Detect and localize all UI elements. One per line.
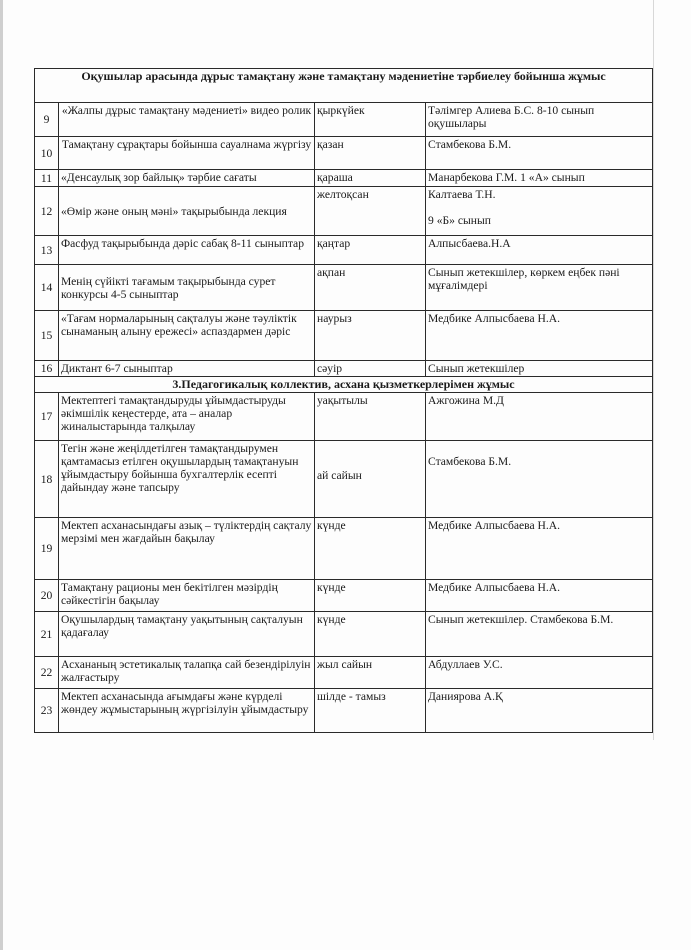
event-cell: Мектеп асханасында ағымдағы және күрделі жөндеу жұмыстарының жүргізілуін ұйымдастыру — [59, 689, 315, 733]
responsible-name: Калтаева Т.Н. — [428, 188, 496, 201]
responsible-cell: Медбике Алпысбаева Н.А. — [426, 311, 653, 361]
section-header-row — [35, 69, 653, 103]
row-number: 15 — [35, 311, 59, 361]
table-row — [35, 265, 653, 311]
row-number: 22 — [35, 657, 59, 689]
date-cell: қазан — [315, 137, 426, 170]
event-cell: «Өмір және оның мәні» тақырыбында лекция — [59, 187, 315, 236]
responsible-cell: Ажгожина М.Д — [426, 393, 653, 441]
section-title-nutrition-culture: Оқушылар арасында дұрыс тамақтану және тамақтану мәдениетіне тәрбиелеу бойынша жұмыс — [35, 69, 653, 103]
event-cell: Тамақтану рационы мен бекітілген мәзірдің сәйкестігін бақылау — [59, 580, 315, 612]
date-cell: қыркүйек — [315, 103, 426, 137]
date-cell: уақытылы — [315, 393, 426, 441]
event-cell: Фасфуд тақырыбында дәріс сабақ 8-11 сыныптар — [59, 236, 315, 265]
event-cell: Асхананың эстетикалық талапқа сай безендірілуін жалғастыру — [59, 657, 315, 689]
row-number: 20 — [35, 580, 59, 612]
row-number: 21 — [35, 612, 59, 657]
date-cell: сәуір — [315, 361, 426, 377]
date-cell: күнде — [315, 580, 426, 612]
row-number: 11 — [35, 170, 59, 187]
date-cell: шілде - тамыз — [315, 689, 426, 733]
table-row — [35, 361, 653, 377]
row-number: 9 — [35, 103, 59, 137]
responsible-cell: Медбике Алпысбаева Н.А. — [426, 518, 653, 580]
date-cell: наурыз — [315, 311, 426, 361]
responsible-cell: Сынып жетекшілер. Стамбекова Б.М. — [426, 612, 653, 657]
table-row — [35, 689, 653, 733]
table-row — [35, 612, 653, 657]
event-cell: Менің сүйікті тағамым тақырыбында сурет конкурсы 4-5 сыныптар — [59, 265, 315, 311]
row-number: 23 — [35, 689, 59, 733]
table-row — [35, 103, 653, 137]
row-number: 10 — [35, 137, 59, 170]
row-number: 16 — [35, 361, 59, 377]
date-cell: жыл сайын — [315, 657, 426, 689]
row-number: 13 — [35, 236, 59, 265]
responsible-cell: Манарбекова Г.М. 1 «А» сынып — [426, 170, 653, 187]
date-cell: күнде — [315, 612, 426, 657]
responsible-cell: Сынып жетекшілер — [426, 361, 653, 377]
date-cell: күнде — [315, 518, 426, 580]
table-row — [35, 518, 653, 580]
table-row — [35, 311, 653, 361]
responsible-class: 9 «Б» сынып — [428, 214, 491, 227]
event-cell: Мектептегі тамақтандыруды ұйымдастыруды әкімшілік кеңестерде, ата – аналар жиналыстарында талқылау — [59, 393, 315, 441]
responsible-cell: Алпысбаева.Н.А — [426, 236, 653, 265]
table-row — [35, 137, 653, 170]
event-cell: Диктант 6-7 сыныптар — [59, 361, 315, 377]
table-row — [35, 236, 653, 265]
section-header-row — [35, 377, 653, 393]
date-cell: ақпан — [315, 265, 426, 311]
table-row — [35, 170, 653, 187]
section-title-staff-work: 3.Педагогикалық коллектив, асхана қызметкерлерімен жұмыс — [35, 377, 653, 393]
event-cell: «Жалпы дұрыс тамақтану мәдениеті» видео ролик — [59, 103, 315, 137]
table-row — [35, 580, 653, 612]
event-cell: Тегін және жеңілдетілген тамақтандырумен қамтамасыз етілген оқушылардың тамақтануын ұйымдастыру бойынша бухгалтерлік есепті дайындау және тапсыру — [59, 441, 315, 518]
date-cell: ай сайын — [315, 441, 426, 518]
table-row — [35, 441, 653, 518]
responsible-cell — [426, 187, 653, 236]
row-number: 18 — [35, 441, 59, 518]
date-cell: қараша — [315, 170, 426, 187]
responsible-cell: Медбике Алпысбаева Н.А. — [426, 580, 653, 612]
date-cell: желтоқсан — [315, 187, 426, 236]
responsible-cell: Стамбекова Б.М. — [426, 137, 653, 170]
table-right-margin-line — [653, 0, 654, 740]
row-number: 14 — [35, 265, 59, 311]
responsible-cell: Тәлімгер Алиева Б.С. 8-10 сынып оқушылары — [426, 103, 653, 137]
responsible-cell: Сынып жетекшілер, көркем еңбек пәні мұғалімдері — [426, 265, 653, 311]
event-plan-table — [34, 68, 653, 733]
table-row — [35, 187, 653, 236]
responsible-cell: Даниярова А.Қ — [426, 689, 653, 733]
row-number: 19 — [35, 518, 59, 580]
event-cell: Мектеп асханасындағы азық – түліктердің сақталу мерзімі мен жағдайын бақылау — [59, 518, 315, 580]
table-row — [35, 393, 653, 441]
event-cell: Оқушылардың тамақтану уақытының сақталуын қадағалау — [59, 612, 315, 657]
responsible-cell: Стамбекова Б.М. — [426, 441, 653, 518]
event-cell: Тамақтану сұрақтары бойынша сауалнама жүргізу — [59, 137, 315, 170]
row-number: 17 — [35, 393, 59, 441]
event-cell: «Тағам нормаларының сақталуы және тәуліктік сынаманың алыну ережесі» аспаздармен дәріс — [59, 311, 315, 361]
scan-edge-shadow — [0, 0, 3, 950]
responsible-cell: Абдуллаев У.С. — [426, 657, 653, 689]
event-cell: «Денсаулық зор байлық» тәрбие сағаты — [59, 170, 315, 187]
table-row — [35, 657, 653, 689]
row-number: 12 — [35, 187, 59, 236]
date-cell: қаңтар — [315, 236, 426, 265]
